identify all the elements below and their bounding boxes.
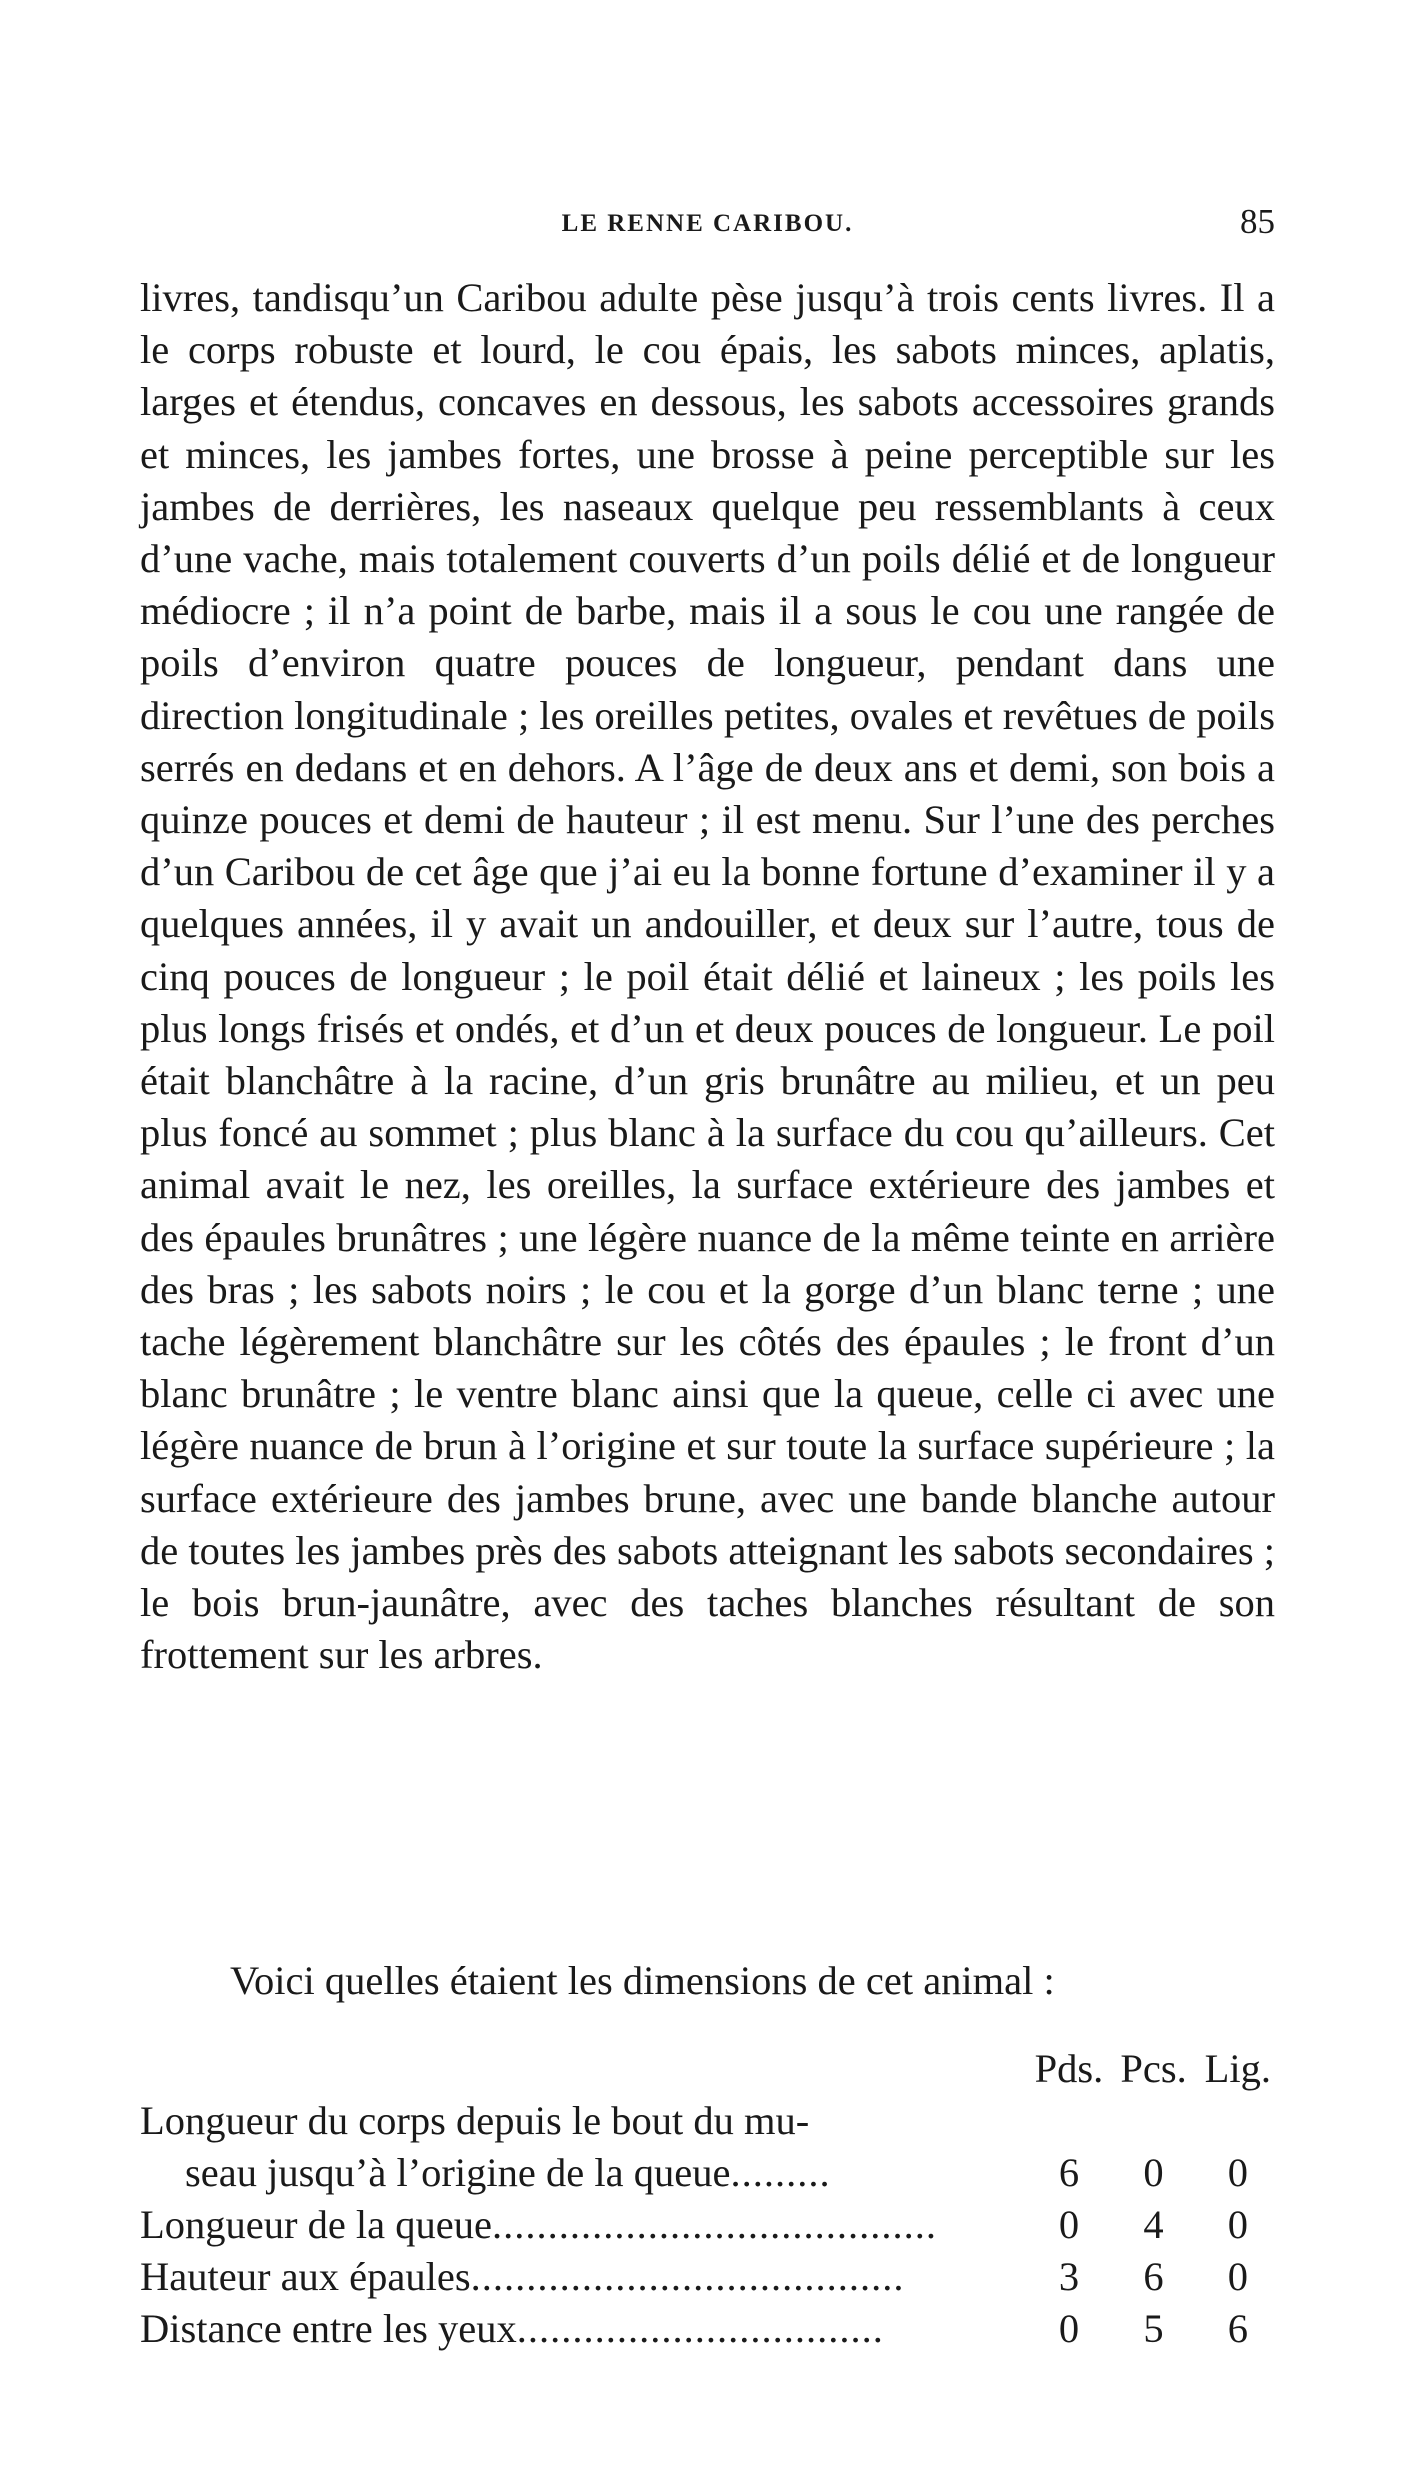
row-label: [140, 2248, 1027, 2300]
value-pds: 3: [1058, 2254, 1080, 2299]
leader-dots: .........: [730, 2150, 831, 2195]
leader-dots: ........................................: [491, 2202, 937, 2247]
body-paragraph: livres, tandisqu’un Caribou adulte pèse jusqu’à trois cents livres. Il a le corps robuste et lourd, le cou épais, les sabots minces, aplatis, larges et étendus, concaves en dessous, les sabots accessoires grands et minces, les jambes fortes, une brosse à peine perceptible sur les jambes de derrières, les naseaux quelque peu ressemblants à ceux d’une vache, mais totalement couverts d’un poils délié et de longueur médiocre ; il n’a point de barbe, mais il a sous le cou une rangée de poils d’environ quatre pouces de longueur, pendant dans une direction longitudinale ; les oreilles petites, ovales et revêtues de poils serrés en dedans et en dehors. A l’âge de deux ans et demi, son bois a quinze pouces et demi de hauteur ; il est menu. Sur l’une des perches d’un Caribou de cet âge que j’ai eu la bonne fortune d’examiner il y a quelques années, il y avait un andouiller, et deux sur l’autre, tous de cinq pouces de longueur ; le poil était délié et laineux ; les poils les plus longs frisés et ondés, et d’un et deux pouces de longueur. Le poil était blanchâtre à la racine, d’un gris brunâtre au milieu, et un peu plus foncé au sommet ; plus blanc à la surface du cou qu’ailleurs. Cet animal avait le nez, les oreilles, la surface extérieure des jambes et des épaules brunâtres ; une légère nuance de la même teinte en arrière des bras ; les sabots noirs ; le cou et la gorge d’un blanc terne ; une tache légèrement blanchâtre sur les côtés des épaules ; le front d’un blanc brunâtre ; le ventre blanc ainsi que la queue, celle ci avec une légère nuance de brun à l’origine et sur toute la surface supérieure ; la surface extérieure des jambes brune, avec une bande blanche autour de toutes les jambes près des sabots atteignant les sabots secondaires ; le bois brun-jaunâtre, avec des taches blanches résultant de son frottement sur les arbres.: [140, 275, 1275, 1678]
value-pcs: 6: [1143, 2254, 1164, 2299]
leader-dots: .................................: [516, 2306, 884, 2351]
row-label-text: seau jusqu’à l’origine de la queue: [185, 2150, 731, 2195]
header-pcs: Pcs.: [1120, 2046, 1187, 2091]
row-label: [140, 2196, 1027, 2248]
value-lig: 0: [1227, 2202, 1248, 2247]
row-label-text: Longueur de la queue: [140, 2202, 492, 2247]
value-pcs: 4: [1143, 2202, 1164, 2247]
row-label: [140, 2144, 1027, 2196]
row-label-text: Hauteur aux épaules: [140, 2254, 471, 2299]
running-title: LE RENNE CARIBOU.: [561, 210, 854, 237]
leader-dots: .......................................: [470, 2254, 905, 2299]
dimensions-table: [140, 2030, 1280, 2352]
row-label-text: Distance entre les yeux: [140, 2306, 517, 2351]
value-pcs: 0: [1143, 2150, 1164, 2195]
running-head: [140, 200, 1275, 250]
table-row: [140, 2196, 1280, 2248]
table-row: [140, 2248, 1280, 2300]
table-row: [140, 2092, 1280, 2144]
value-pds: 0: [1058, 2306, 1080, 2351]
row-label: [140, 2300, 1027, 2352]
page-number: 85: [1240, 202, 1275, 241]
value-pds: 0: [1058, 2202, 1080, 2247]
value-pcs: 5: [1143, 2306, 1164, 2351]
table-row: [140, 2144, 1280, 2196]
value-lig: 0: [1227, 2254, 1248, 2299]
table-row: [140, 2300, 1280, 2352]
value-pds: 6: [1058, 2150, 1080, 2195]
dimensions-intro: Voici quelles étaient les dimensions de cet animal :: [230, 1958, 1055, 2003]
table-header-row: [140, 2030, 1280, 2092]
header-lig: Lig.: [1204, 2046, 1272, 2091]
table-header-spacer: [140, 2030, 1027, 2092]
row-label-line1: Longueur du corps depuis le bout du mu-: [140, 2098, 810, 2143]
value-lig: 0: [1227, 2150, 1248, 2195]
value-lig: 6: [1227, 2306, 1248, 2351]
header-pds: Pds.: [1034, 2046, 1104, 2091]
